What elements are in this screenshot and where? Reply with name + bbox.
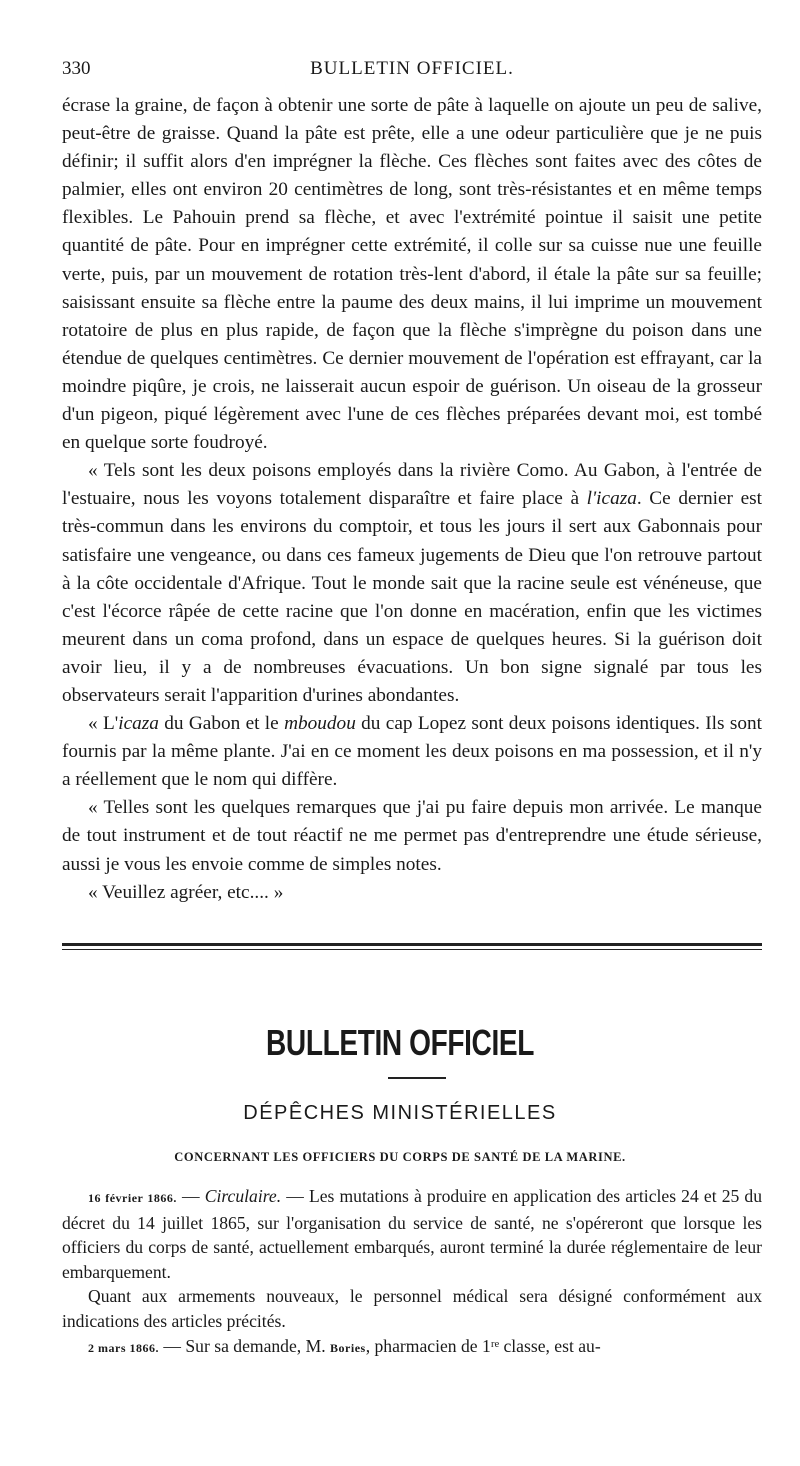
subsection-title: DÉPÊCHES MINISTÉRIELLES	[243, 1102, 557, 1124]
letter-closing: « Veuillez agréer, etc.... »	[88, 881, 284, 903]
person-name: Bories	[330, 1340, 366, 1355]
text-run: du cap Lopez sont deux poisons identiques. Ils sont fournis par la même plante. J'ai en ce moment les deux poisons en ma possession, et il n'y a réellement que le nom qui diffère.	[62, 713, 763, 791]
letter-paragraph	[62, 710, 762, 794]
subsection-caption: CONCERNANT LES OFFICIERS DU CORPS DE SANTÉ DE LA MARINE.	[174, 1150, 626, 1164]
entry-date: 16 février 1866.	[88, 1191, 177, 1205]
entry-kind: Circulaire.	[204, 1186, 282, 1206]
text-run: —	[176, 1186, 205, 1206]
letter-paragraph	[62, 457, 762, 710]
text-run: — Les mutations à produire en application des articles 24 et 25 du décret du 14 juillet 1865, sur l'organisation du service de santé, ne s'opéreront que lorsque les officiers du corps de santé, actuellement embarqués, auront terminé la durée réglementaire de leur embarquement.	[62, 1186, 763, 1282]
section-divider	[62, 943, 762, 950]
text-run: . Ce dernier est très-commun dans les environs du comptoir, et tous les jours il sert aux Gabonnais pour satisfaire une vengeance, ou dans ces fameux jugements de Dieu que l'on retrouve partout à la côte occidentale d'Afrique. Tout le monde sait que la racine seule est vénéneuse, que c'est l'écorce râpée de cette racine que l'on donne en macération, enfin que les victimes meurent dans un coma profond, dans un espace de quelques heures. Si la guérison doit avoir lieu, il y a de nombreuses évacuations. Un bon signe signalé par tous les observateurs serait l'apparition d'urines abondantes.	[62, 488, 762, 706]
italic-term: l'icaza	[586, 488, 637, 510]
dispatch-entry	[62, 1334, 762, 1361]
text-run: — Sur sa demande, M.	[159, 1335, 331, 1356]
text-run: « L'	[88, 713, 119, 735]
letter-paragraph: écrase la graine, de façon à obtenir une sorte de pâte à laquelle on ajoute un peu de salive, peut-être de graisse. Quand la pâte est prête, elle a une odeur particulière que je ne puis définir; il suffit alors d'en imprégner la flèche. Ces flèches sont faites avec des côtes de palmier, elles ont environ 20 centimètres de long, sont très-résistantes et en même temps flexibles. Le Pahouin prend sa flèche, et avec l'extrémité pointue il saisit une petite quantité de pâte. Pour en imprégner cette extrémité, il colle sur sa cuisse nue une feuille verte, puis, par un mouvement de rotation très-lent d'abord, il étale la pâte sur sa feuille; saisissant ensuite sa flèche entre la paume des deux mains, il lui imprime un mouvement rotatoire de plus en plus rapide, de façon que la flèche s'imprègne du poison dans une étendue de quelques centimètres. Ce dernier mouvement de l'opération est effrayant, car la moindre piqûre, je crois, ne laisserait aucun espoir de guérison. Un oiseau de la grosseur d'un pigeon, piqué légèrement avec l'une de ces flèches préparées devant moi, est tombé en quelque sorte foudroyé.	[62, 95, 762, 454]
running-head	[62, 58, 762, 84]
italic-term: icaza	[118, 713, 159, 735]
entry-date: 2 mars 1866.	[88, 1340, 159, 1355]
letter-paragraph: « Telles sont les quelques remarques que j'ai pu faire depuis mon arrivée. Le manque de tout instrument et de tout réactif ne me permet pas d'entreprendre une étude sérieuse, aussi je vous les envoie comme de simples notes.	[62, 797, 762, 875]
dispatch-entry	[62, 1184, 762, 1284]
text-run: « Tels sont les deux poisons employés dans la rivière Como. Au Gabon, à l'entrée de l'estuaire, nous les voyons totalement disparaître et faire place à	[62, 460, 762, 510]
letter-body	[62, 92, 762, 907]
section-title: BULLETIN OFFICIEL	[266, 1022, 534, 1063]
page-number: 330	[62, 58, 91, 79]
italic-term: mboudou	[284, 713, 356, 735]
text-run: du Gabon et le	[158, 713, 285, 735]
running-title: BULLETIN OFFICIEL.	[310, 58, 514, 79]
text-run: , pharmacien de 1ʳᵉ classe, est au-	[365, 1335, 601, 1356]
dispatch-entry-continuation: Quant aux armements nouveaux, le personnel médical sera désigné conformément aux indications des articles précités.	[62, 1286, 762, 1331]
title-rule	[388, 1077, 446, 1079]
dispatch-entries	[62, 1184, 762, 1360]
